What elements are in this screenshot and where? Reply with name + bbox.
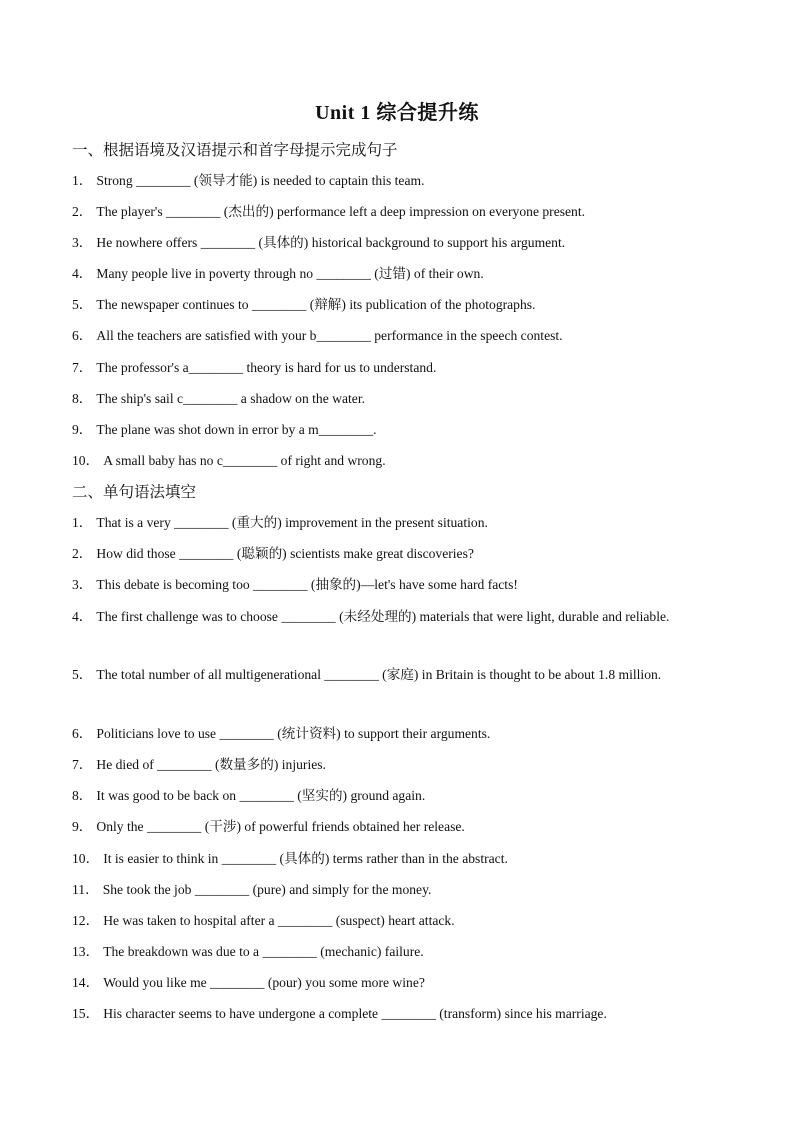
question-item: 8． It was good to be back on ________ (坚实的) ground again.: [72, 788, 426, 803]
section-heading-2: 二、单句语法填空: [72, 484, 197, 501]
question-item: 4． The first challenge was to choose ________ (未经处理的) materials that were light, durable and reliable.: [72, 609, 670, 624]
question-item: 6． Politicians love to use ________ (统计资料) to support their arguments.: [72, 726, 491, 741]
question-item: 10． It is easier to think in ________ (具体的) terms rather than in the abstract.: [72, 851, 508, 866]
question-item: 8． The ship's sail c________ a shadow on the water.: [72, 391, 365, 406]
question-item: 13． The breakdown was due to a ________ (mechanic) failure.: [72, 944, 424, 959]
question-item: 5． The newspaper continues to ________ (辩解) its publication of the photographs.: [72, 297, 536, 312]
question-item: 14． Would you like me ________ (pour) you some more wine?: [72, 975, 425, 990]
question-item: 12． He was taken to hospital after a ________ (suspect) heart attack.: [72, 913, 455, 928]
question-item: 1． That is a very ________ (重大的) improvement in the present situation.: [72, 515, 488, 530]
question-item: 9． The plane was shot down in error by a m________.: [72, 422, 377, 437]
question-item: 2． The player's ________ (杰出的) performance left a deep impression on everyone present.: [72, 204, 586, 219]
question-item: 10． A small baby has no c________ of right and wrong.: [72, 453, 386, 468]
question-item: 3． This debate is becoming too ________ (抽象的)—let's have some hard facts!: [72, 577, 518, 592]
question-item: 1． Strong ________ (领导才能) is needed to captain this team.: [72, 173, 425, 188]
question-item: 15． His character seems to have undergone a complete ________ (transform) since his marriage.: [72, 1006, 607, 1021]
question-item: 6． All the teachers are satisfied with your b________ performance in the speech contest.: [72, 328, 563, 343]
question-item: 11． She took the job ________ (pure) and simply for the money.: [72, 882, 432, 897]
question-item: 7． The professor's a________ theory is hard for us to understand.: [72, 360, 437, 375]
question-item: 9． Only the ________ (干涉) of powerful friends obtained her release.: [72, 819, 465, 834]
question-item: 4． Many people live in poverty through no ________ (过错) of their own.: [72, 266, 484, 281]
question-item: 2． How did those ________ (聪颖的) scientists make great discoveries?: [72, 546, 474, 561]
section-heading-1: 一、根据语境及汉语提示和首字母提示完成句子: [72, 142, 398, 159]
page-title: Unit 1 综合提升练: [315, 102, 479, 124]
question-item: 5． The total number of all multigenerational ________ (家庭) in Britain is thought to be about 1.8 million.: [72, 667, 662, 682]
question-item: 3． He nowhere offers ________ (具体的) historical background to support his argument.: [72, 235, 566, 250]
question-item: 7． He died of ________ (数量多的) injuries.: [72, 757, 326, 772]
